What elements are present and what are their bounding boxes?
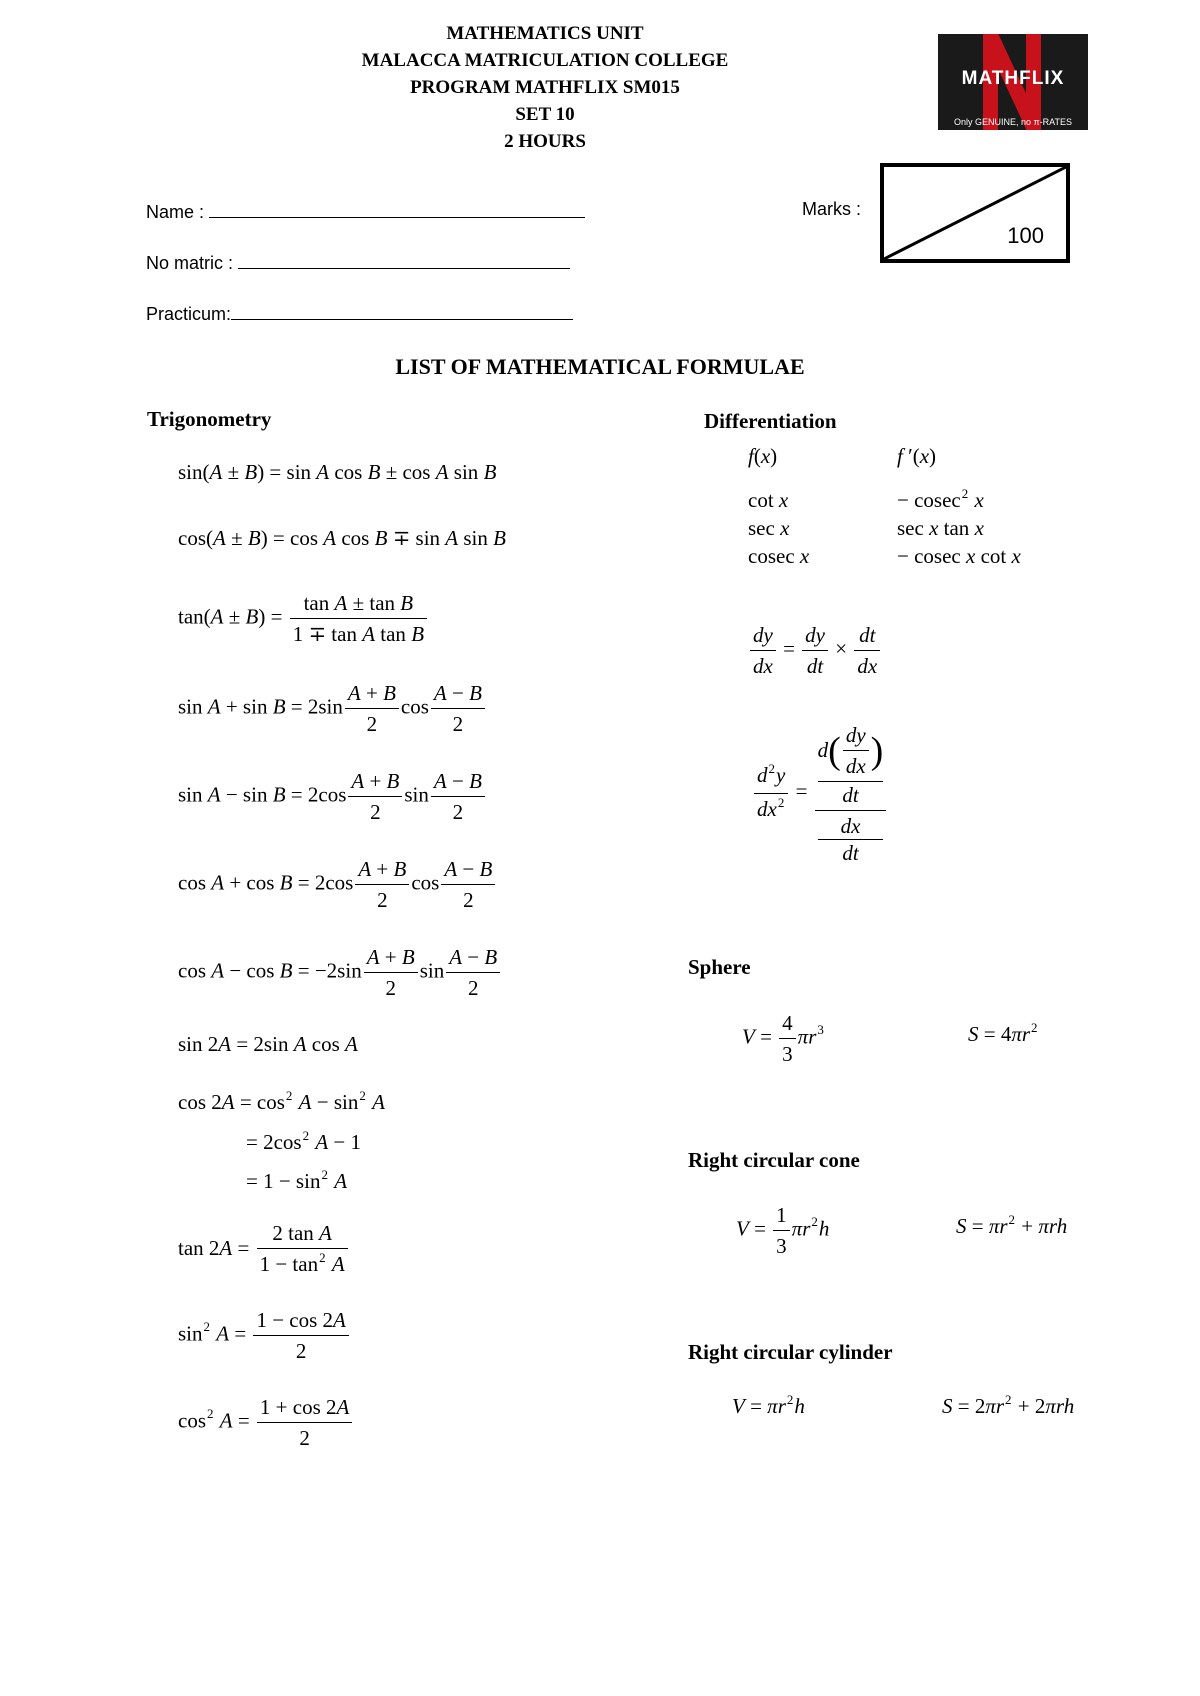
- name-line[interactable]: [209, 199, 585, 218]
- diff-fpx-sec: sec x tan x: [897, 516, 984, 540]
- formula-cos-minus-cos: cos A − cos B = −2sin $\frac{A + B}{2}$ sin $\frac{A - B}{2}$: [178, 942, 502, 1003]
- header-college: MALACCA MATRICULATION COLLEGE: [361, 50, 729, 71]
- formula-cos-sum: cos(A ± B) = cos A cos B ∓ sin A sin B: [178, 526, 506, 550]
- section-trigonometry: Trigonometry: [147, 407, 272, 431]
- header-duration: 2 HOURS: [504, 131, 586, 152]
- formula-sphere-surface: $S = 4\pi r^2$: [968, 1020, 1038, 1046]
- diff-fx-cosec: cosec x: [748, 544, 810, 568]
- formula-chain-rule: $\frac{dy}{dx}$ = $\frac{dy}{dt}$ × $\frac{dt}{dx}$: [748, 620, 882, 681]
- marks-label: Marks :: [802, 199, 862, 219]
- formula-sin-double: sin 2A = 2sin A cos A: [178, 1032, 358, 1056]
- name-label: Name :: [146, 202, 205, 222]
- diff-fx-sec: sec x: [748, 516, 790, 540]
- practicum-label: Practicum:: [146, 304, 232, 324]
- logo-text: MATHFLIX: [961, 68, 1065, 89]
- header-block: [300, 20, 790, 155]
- formula-tan-double: tan 2A = $\frac{\text{2 tan A}}{1 - \tan^2 A}$: [178, 1218, 350, 1282]
- formula-cylinder-surface: $S = 2\pi r^2 + 2\pi rh$: [942, 1392, 1075, 1418]
- name-field[interactable]: [146, 199, 585, 223]
- section-cylinder: Right circular cylinder: [688, 1340, 893, 1364]
- diff-fpx-cosec: − cosec x cot x: [897, 544, 1021, 568]
- marks-box[interactable]: [880, 163, 1070, 263]
- header-program: PROGRAM MATHFLIX SM015: [410, 77, 680, 98]
- matric-field[interactable]: [146, 250, 570, 274]
- formula-cone-surface: $S = \pi r^2 + \pi rh$: [956, 1212, 1068, 1238]
- mathflix-logo: [938, 34, 1088, 130]
- diff-col-fx: f(x): [748, 444, 778, 468]
- formula-cone-volume: V = $\frac{1}{3}$ $\pi r^2h$: [736, 1200, 829, 1261]
- matric-line[interactable]: [238, 250, 570, 269]
- formula-cylinder-volume: $V = \pi r^2h$: [732, 1392, 805, 1418]
- marks-total: 100: [1007, 223, 1044, 248]
- formula-cos-double-2: = $2\cos^2$ A − 1: [246, 1128, 362, 1154]
- diff-fx-cot: cot x: [748, 488, 789, 512]
- formula-cos-double-1: $\cos 2A = \cos^2 A - \sin^2 A$: [178, 1088, 385, 1114]
- header-set: SET 10: [515, 104, 575, 125]
- formula-sphere-volume: V = $\frac{4}{3}$ $\pi r^3$: [742, 1008, 825, 1069]
- header-unit: MATHEMATICS UNIT: [446, 23, 644, 44]
- section-sphere: Sphere: [688, 955, 751, 979]
- page-title: LIST OF MATHEMATICAL FORMULAE: [395, 354, 805, 379]
- logo-tagline: Only GENUINE, no π-RATES: [953, 117, 1073, 127]
- formula-sin-sum: sin(A ± B) = sin A cos B ± cos A sin B: [178, 460, 497, 484]
- practicum-line[interactable]: [231, 301, 573, 320]
- formula-sin-minus-sin: sin A − sin B = 2cos $\frac{A + B}{2}$ sin $\frac{A - B}{2}$: [178, 766, 487, 827]
- formula-tan-sum: tan(A ± B) = $\frac{\text{tan A ± tan B}}{\text{1 ∓ tan A tan B}}$: [178, 588, 429, 649]
- section-cone: Right circular cone: [688, 1148, 860, 1172]
- diff-fpx-cot: − cosec$^2$ x: [897, 486, 984, 512]
- formula-sin-plus-sin: sin A + sin B = 2sin $\frac{A + B}{2}$ cos $\frac{A - B}{2}$: [178, 678, 487, 739]
- practicum-field[interactable]: [146, 301, 573, 325]
- section-differentiation: Differentiation: [704, 409, 837, 433]
- matric-label: No matric :: [146, 253, 234, 273]
- formula-cos-squared: $\cos^2 A$ = $\frac{1 + \cos 2A}{2}$: [178, 1392, 354, 1453]
- diff-col-fpx: f ′(x): [897, 444, 937, 468]
- formula-cos-plus-cos: cos A + cos B = 2cos $\frac{A + B}{2}$ cos $\frac{A - B}{2}$: [178, 854, 497, 915]
- formula-cos-double-3: = $1 - \sin^2 A$: [246, 1167, 348, 1193]
- formula-second-derivative: $\frac{d^2y}{dx^2}$ = d ( $\frac{dy}{dx}$ ) dt dx dt: [752, 720, 888, 866]
- formula-sin-squared: $\sin^2 A$ = $\frac{1 - \cos 2A}{2}$: [178, 1305, 351, 1366]
